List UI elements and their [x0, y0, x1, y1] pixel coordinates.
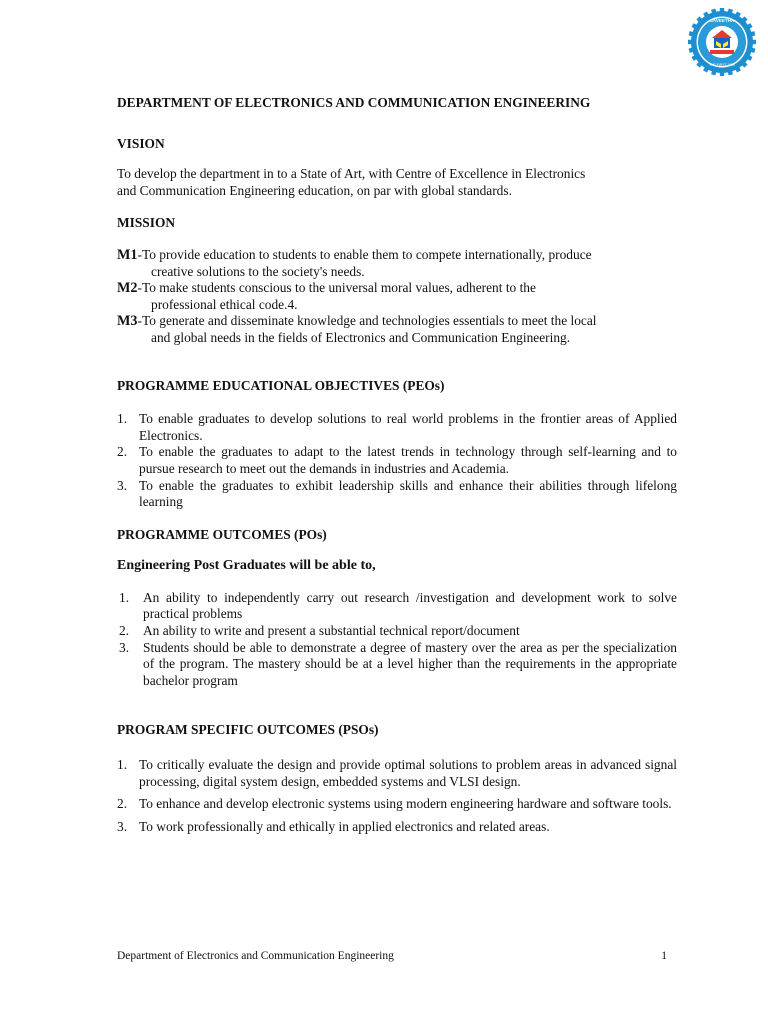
page-number: 1	[661, 950, 667, 962]
logo-bottom-text: THE FIRST 1000	[709, 63, 735, 67]
logo-top-text: SAVEETHA	[709, 18, 735, 23]
vision-line-2: and Communication Engineering education, on par with global standards.	[117, 182, 512, 198]
list-text: An ability to independently carry out research /investigation and development work to solve practical problems	[143, 589, 677, 622]
gear-seal-icon	[688, 8, 756, 76]
list-item	[117, 796, 677, 813]
list-item	[117, 757, 677, 790]
mission-list	[117, 247, 677, 347]
institution-logo	[688, 8, 756, 76]
mission-text-continued: professional ethical code.4.	[151, 296, 298, 312]
list-item	[117, 623, 677, 640]
pos-subheading: Engineering Post Graduates will be able to,	[117, 558, 376, 574]
page-footer	[117, 949, 667, 963]
mission-heading: MISSION	[117, 215, 176, 231]
mission-item	[117, 280, 677, 313]
vision-heading: VISION	[117, 135, 165, 151]
pos-heading: PROGRAMME OUTCOMES (POs)	[117, 526, 327, 542]
list-item	[117, 640, 677, 690]
psos-list	[117, 757, 677, 835]
peos-heading: PROGRAMME EDUCATIONAL OBJECTIVES (PEOs)	[117, 377, 445, 393]
pos-list	[117, 590, 677, 690]
list-text: To enable graduates to develop solutions to real world problems in the frontier areas of Applied Electronics.	[139, 411, 677, 443]
document-body	[117, 95, 677, 835]
list-number: 2.	[119, 623, 130, 639]
mission-label: M2	[117, 280, 138, 297]
list-number: 3.	[119, 639, 130, 655]
list-item	[117, 478, 677, 511]
footer-text: Department of Electronics and Communication Engineering	[117, 950, 394, 962]
mission-text: -To generate and disseminate knowledge and technologies essentials to meet the local	[137, 313, 597, 329]
peos-list	[117, 411, 677, 511]
list-number: 2.	[117, 796, 128, 812]
list-number: 1.	[117, 411, 128, 427]
list-number: 1.	[117, 757, 128, 773]
list-item	[117, 444, 677, 477]
list-number: 3.	[117, 818, 128, 834]
list-item	[117, 819, 677, 836]
mission-item	[117, 247, 677, 280]
mission-text-continued: creative solutions to the society's needs.	[151, 263, 365, 279]
mission-label: M1	[117, 246, 138, 263]
list-item	[117, 590, 677, 623]
psos-heading: PROGRAM SPECIFIC OUTCOMES (PSOs)	[117, 722, 379, 738]
mission-text-continued: and global needs in the fields of Electronics and Communication Engineering.	[151, 329, 571, 345]
list-text: Students should be able to demonstrate a degree of mastery over the area as per the specialization of the program. The mastery should be at a level higher than the requirements in the appropriate bachelor program	[143, 639, 677, 688]
list-text: To enable the graduates to exhibit leadership skills and enhance their abilities through lifelong learning	[139, 477, 677, 510]
list-text: To enhance and develop electronic systems using modern engineering hardware and software tools.	[139, 796, 672, 812]
department-title: DEPARTMENT OF ELECTRONICS AND COMMUNICATION ENGINEERING	[117, 95, 591, 110]
list-number: 1.	[119, 589, 130, 605]
mission-item	[117, 313, 677, 346]
list-item	[117, 411, 677, 444]
list-text: To critically evaluate the design and provide optimal solutions to problem areas in advanced signal processing, digital system design, embedded systems and VLSI design.	[139, 757, 677, 789]
list-text: An ability to write and present a substantial technical report/document	[143, 623, 520, 639]
vision-line-1: To develop the department in to a State of Art, with Centre of Excellence in Electronics	[117, 166, 586, 182]
list-text: To enable the graduates to adapt to the latest trends in technology through self-learning and to pursue research to meet out the demands in industries and Academia.	[139, 444, 677, 476]
list-text: To work professionally and ethically in applied electronics and related areas.	[139, 818, 550, 834]
mission-label: M3	[117, 313, 138, 330]
list-number: 2.	[117, 444, 128, 460]
list-number: 3.	[117, 477, 128, 493]
mission-text: -To provide education to students to enable them to compete internationally, produce	[137, 246, 592, 262]
mission-text: -To make students conscious to the universal moral values, adherent to the	[137, 280, 536, 296]
